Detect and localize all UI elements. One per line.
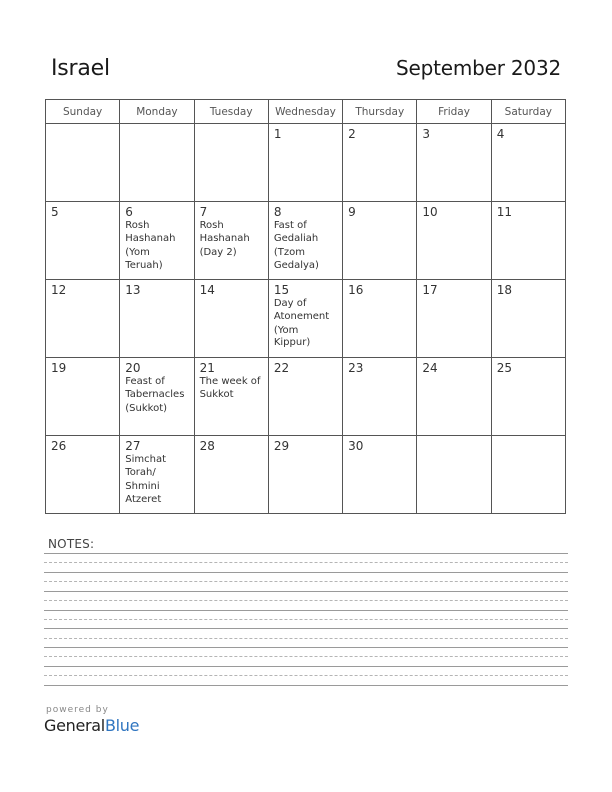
day-number: 20 — [125, 361, 141, 375]
brand-blue: Blue — [104, 716, 140, 735]
notes-line — [44, 600, 568, 601]
notes-line — [44, 638, 568, 639]
weekday-header: Sunday — [46, 100, 120, 124]
day-number: 15 — [273, 283, 290, 297]
day-number: 11 — [496, 205, 512, 219]
month-title: September 2032 — [395, 56, 561, 80]
day-cell — [417, 358, 491, 436]
holiday-event-line: Atzeret — [125, 494, 162, 506]
day-cell — [120, 358, 194, 436]
empty-day-cell — [46, 124, 120, 202]
day-cell — [120, 280, 194, 358]
day-number: 18 — [496, 283, 512, 297]
day-number: 6 — [125, 205, 133, 219]
holiday-event-line: Sukkot — [199, 389, 234, 401]
holiday-event-line: The week of — [199, 376, 261, 387]
holiday-event-line: (Sukkot) — [125, 402, 168, 414]
day-cell — [120, 436, 194, 514]
day-cell — [343, 280, 417, 358]
day-number: 12 — [51, 283, 67, 297]
holiday-event — [200, 220, 263, 259]
day-cell — [194, 280, 268, 358]
day-number: 8 — [273, 205, 282, 219]
day-number: 26 — [51, 439, 67, 453]
notes-line — [44, 675, 568, 676]
weekday-header: Wednesday — [268, 100, 342, 124]
day-number: 13 — [125, 283, 141, 297]
day-number: 4 — [496, 127, 505, 141]
holiday-event — [125, 454, 188, 507]
day-number: 22 — [273, 361, 290, 375]
weekday-header-row — [46, 100, 566, 124]
day-cell — [491, 280, 565, 358]
holiday-event-line: (Yom — [125, 246, 150, 258]
day-cell — [417, 124, 491, 202]
day-cell — [491, 202, 565, 280]
day-cell — [343, 358, 417, 436]
day-number: 30 — [348, 439, 364, 453]
day-cell — [417, 202, 491, 280]
weekday-header: Saturday — [491, 100, 565, 124]
empty-day-cell — [194, 124, 268, 202]
powered-by-text: powered by — [46, 705, 109, 715]
calendar-week-row — [46, 280, 566, 358]
day-number: 2 — [348, 127, 356, 141]
day-cell — [46, 358, 120, 436]
calendar-week-row — [46, 358, 566, 436]
holiday-event-line: Hashanah — [199, 233, 250, 245]
day-cell — [46, 436, 120, 514]
day-cell — [194, 436, 268, 514]
holiday-event-line: (Tzom — [273, 246, 305, 258]
day-number: 28 — [199, 439, 215, 453]
holiday-event — [125, 220, 188, 273]
day-cell — [491, 358, 565, 436]
day-number: 14 — [199, 283, 215, 297]
day-cell — [194, 202, 268, 280]
day-number: 3 — [422, 127, 431, 141]
day-number: 23 — [348, 361, 364, 375]
holiday-event-line: Day of — [273, 298, 307, 309]
brand-logo[interactable] — [44, 716, 139, 735]
holiday-event — [274, 220, 337, 273]
day-cell — [194, 358, 268, 436]
day-cell — [343, 436, 417, 514]
holiday-event — [200, 376, 263, 402]
weekday-header: Friday — [417, 100, 491, 124]
day-number: 16 — [348, 283, 364, 297]
day-number: 25 — [496, 361, 512, 375]
notes-label: NOTES: — [48, 537, 95, 551]
calendar-body — [46, 124, 566, 514]
calendar-week-row — [46, 124, 566, 202]
day-number: 1 — [273, 127, 282, 141]
empty-day-cell — [120, 124, 194, 202]
holiday-event-line: Feast of — [125, 376, 165, 387]
holiday-event-line: Fast of — [273, 220, 307, 231]
weekday-header: Tuesday — [194, 100, 268, 124]
holiday-event-line: Torah/ — [125, 467, 156, 479]
notes-line — [44, 619, 568, 620]
day-cell — [268, 436, 342, 514]
notes-line — [44, 581, 568, 582]
day-cell — [46, 202, 120, 280]
calendar-week-row — [46, 436, 566, 514]
empty-day-cell — [491, 436, 565, 514]
notes-line — [44, 572, 568, 573]
day-number: 29 — [273, 439, 290, 453]
day-number: 19 — [51, 361, 67, 375]
calendar-week-row — [46, 202, 566, 280]
notes-line — [44, 656, 568, 657]
day-cell — [343, 124, 417, 202]
holiday-event-line: Atonement — [273, 311, 330, 323]
day-cell — [268, 202, 342, 280]
day-cell — [343, 202, 417, 280]
day-number: 17 — [422, 283, 438, 297]
country-title: Israel — [51, 56, 110, 81]
day-number: 10 — [422, 205, 438, 219]
day-cell — [268, 280, 342, 358]
notes-line — [44, 647, 568, 648]
holiday-event-line: Gedaliah — [273, 233, 319, 245]
notes-line — [44, 562, 568, 563]
holiday-event — [274, 298, 337, 350]
notes-line — [44, 553, 568, 554]
holiday-event-line: Rosh — [199, 220, 224, 231]
notes-line — [44, 685, 568, 686]
day-cell — [268, 124, 342, 202]
holiday-event-line: Teruah) — [125, 260, 163, 272]
notes-line — [44, 666, 568, 667]
day-cell — [46, 280, 120, 358]
brand-general: General — [44, 716, 105, 735]
holiday-event-line: Hashanah — [125, 233, 176, 245]
day-cell — [268, 358, 342, 436]
weekday-header: Monday — [120, 100, 194, 124]
holiday-event-line: (Day 2) — [199, 246, 237, 258]
day-number: 9 — [348, 205, 356, 219]
day-number: 7 — [199, 205, 208, 219]
notes-line — [44, 610, 568, 611]
empty-day-cell — [417, 436, 491, 514]
day-cell — [120, 202, 194, 280]
day-cell — [491, 124, 565, 202]
day-number: 24 — [422, 361, 438, 375]
calendar-grid — [45, 99, 566, 514]
day-number: 27 — [125, 439, 141, 453]
holiday-event — [125, 376, 188, 415]
notes-line — [44, 628, 568, 629]
holiday-event-line: Simchat — [125, 454, 167, 465]
weekday-header: Thursday — [343, 100, 417, 124]
holiday-event-line: Rosh — [125, 220, 150, 231]
holiday-event-line: Tabernacles — [125, 389, 185, 401]
notes-line — [44, 591, 568, 592]
holiday-event-line: Gedalya) — [273, 260, 319, 272]
day-cell — [417, 280, 491, 358]
holiday-event-line: Shmini — [125, 480, 160, 492]
day-number: 21 — [199, 361, 215, 375]
day-number: 5 — [51, 205, 59, 219]
holiday-event-line: (Yom Kippur) — [273, 324, 311, 349]
